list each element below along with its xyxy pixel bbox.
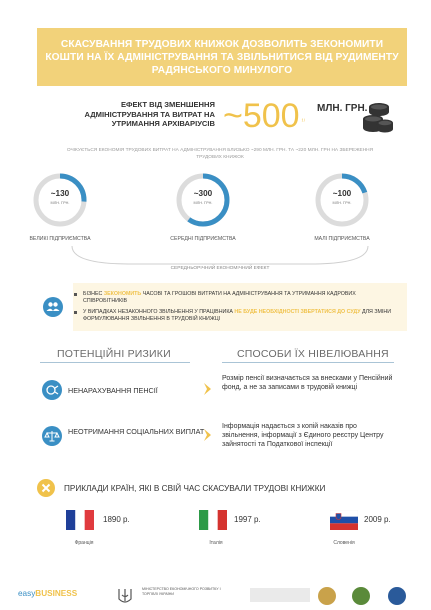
business-item: У ВИПАДКАХ НЕЗАКОННОГО ЗВІЛЬНЕННЯ У ПРАЦІВНИКА НЕ БУДЕ НЕОБХІДНОСТІ ЗВЕРТАТИСЯ ДО СУДУ ДЛЯ ЗМІНИ ФОРМУЛЮВАННЯ ЗВІЛЬНЕННЯ В ТРУДОВІЙ КНИЖЦІ — [83, 309, 393, 323]
ring-value: ~100 — [332, 189, 352, 198]
banner-title: СКАСУВАННЯ ТРУДОВИХ КНИЖОК ДОЗВОЛИТЬ ЗЕКОНОМИТИ КОШТИ НА ЇХ АДМІНІСТРУВАННЯ ТА ЗВІЛЬНИТИСЯ ВІД РУДИМЕНТУ РАДЯНСЬКОГО МИНУЛОГО — [45, 38, 399, 76]
coins-icon — [359, 98, 395, 134]
ring-label: ВЕЛИКІ ПІДПРИЄМСТВА — [29, 236, 91, 242]
highlight: НЕ БУДЕ НЕОБХІДНОСТІ ЗВЕРТАТИСЯ ДО СУДУ — [234, 309, 361, 315]
title-banner — [37, 28, 407, 86]
risk-text: НЕНАРАХУВАННЯ ПЕНСІЇ — [68, 386, 158, 395]
ring-large-companies — [30, 170, 90, 230]
fixes-heading: СПОСОБИ ЇХ НІВЕЛЮВАННЯ — [237, 348, 389, 360]
italy-flag-icon — [199, 510, 227, 530]
close-icon — [37, 479, 55, 497]
partner-logo — [250, 588, 310, 602]
france-flag-icon — [66, 510, 94, 530]
arrow-icon — [202, 382, 214, 396]
ring-label: МАЛІ ПІДПРИЄМСТВА — [314, 236, 370, 242]
footer — [0, 583, 431, 610]
fixes-divider — [222, 362, 394, 363]
ring-unit: МЛН. ГРН. — [193, 201, 213, 205]
country-name: Словенія — [333, 540, 355, 546]
business-benefits — [37, 283, 407, 331]
ring-small-companies — [312, 170, 372, 230]
countries-heading: ПРИКЛАДИ КРАЇН, ЯКІ В СВІЙ ЧАС СКАСУВАЛИ ТРУДОВІ КНИЖКИ — [64, 484, 326, 493]
pension-icon — [42, 380, 62, 400]
ring-chart — [312, 170, 372, 230]
country-name: Італія — [209, 540, 223, 546]
effect-value — [223, 96, 305, 136]
ring-unit: МЛН. ГРН. — [50, 201, 70, 205]
saving-note: ОЧІКУЄТЬСЯ ЕКОНОМІЯ ТРУДОВИХ ВИТРАТ НА АДМІНІСТРУВАННЯ БЛИЗЬКО ~290 МЛН. ГРН. ТА ~220 МЛН. ГРН НА ЗБЕРЕЖЕННЯ ТРУДОВИХ КНИЖОК — [66, 148, 374, 160]
average-label: СЕРЕДНЬОРІЧНИЙ ЕКОНОМІЧНИЙ ЕФЕКТ — [170, 266, 270, 271]
fix-text: Розмір пенсії визначається за внесками у Пенсійний фонд, а не за записами в трудовій книжці — [222, 375, 393, 391]
country-year: 2009 р. — [364, 515, 391, 524]
country-year: 1890 р. — [103, 515, 130, 524]
slovenia-flag-icon — [330, 510, 358, 530]
footnote-mark: ¹⁾ — [301, 119, 306, 125]
easybusiness-logo: easyBUSINESS — [18, 589, 78, 598]
ring-medium-companies — [173, 170, 233, 230]
effect-label: ЕФЕКТ ВІД ЗМЕНШЕННЯ АДМІНІСТРУВАННЯ ТА ВИТРАТ НА УТРИМАННЯ АРХІВАРІУСІВ — [84, 100, 215, 128]
effect-section — [37, 96, 407, 140]
ministry-name: МІНІСТЕРСТВО ЕКОНОМІЧНОГО РОЗВИТКУ І ТОРГІВЛІ УКРАЇНИ — [142, 587, 221, 596]
trident-icon — [118, 587, 132, 605]
risks-heading: ПОТЕНЦІЙНІ РИЗИКИ — [57, 348, 171, 360]
risk-text: НЕОТРИМАННЯ СОЦІАЛЬНИХ ВИПЛАТ — [68, 427, 205, 436]
scales-icon — [42, 426, 62, 446]
partner-logo — [318, 587, 336, 605]
partner-logo — [388, 587, 406, 605]
ring-value: ~300 — [193, 189, 213, 198]
ring-unit: МЛН. ГРН. — [332, 201, 352, 205]
fix-text: Інформація надається з копій наказів про звільнення, інформації з Єдиного реєстру Центру зайнятості та Податкової інспекції — [222, 423, 384, 448]
arrow-icon — [202, 428, 214, 442]
effect-unit-text: МЛН. ГРН. — [317, 103, 368, 114]
business-item: БІЗНЕС ЗЕКОНОМИТЬ ЧАСОВІ ТА ГРОШОВІ ВИТРАТИ НА АДМІНІСТРУВАННЯ ТА УТРИМАННЯ КАДРОВИХ СПІВРОБІТНИКІВ — [83, 291, 393, 305]
risks-divider — [40, 362, 190, 363]
ring-label: СЕРЕДНІ ПІДПРИЄМСТВА — [170, 236, 236, 242]
partner-logo — [352, 587, 370, 605]
highlight: ЗЕКОНОМИТЬ — [103, 291, 142, 297]
country-name: Франція — [74, 540, 94, 546]
people-icon — [43, 297, 63, 317]
ring-value: ~130 — [50, 189, 70, 198]
effect-number: ~500 — [223, 97, 300, 135]
ring-chart — [30, 170, 90, 230]
ring-chart — [173, 170, 233, 230]
country-year: 1997 р. — [234, 515, 261, 524]
